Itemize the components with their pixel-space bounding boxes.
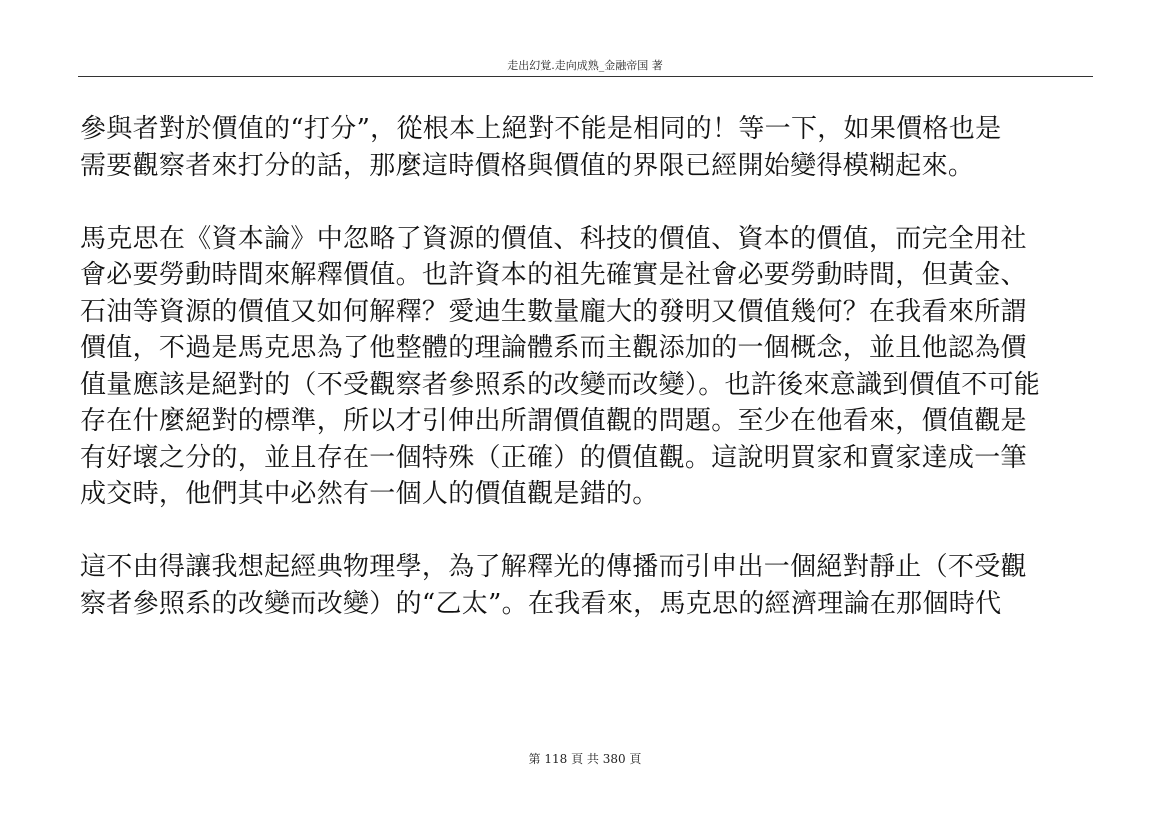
body-text: [80, 111, 1090, 622]
paragraph-2: 馬克思在《資本論》中忽略了資源的價值、科技的價值、資本的價值，而完全用社 會必要勞動時間來解釋價值。也許資本的祖先確實是社會必要勞動時間，但黃金、 石油等資源的價值又如何解釋？愛迪生數量龐大的發明又價值幾何？在我看來所謂 價值，不過是馬克思為了他整體的理論體系而主觀添加的一個概念，並且他認為價 值量應該是絕對的（不受觀察者參照系的改變而改變）。也許後來意識到價值不可能 存在什麼絕對的標準，所以才引伸出所謂價值觀的問題。至少在他看來，價值觀是 有好壞之分的，並且存在一個特殊（正確）的價值觀。這說明買家和賣家達成一筆 成交時，他們其中必然有一個人的價值觀是錯的。: [80, 223, 1041, 509]
page-number-footer: 第 118 頁 共 380 頁: [528, 752, 642, 766]
running-header: 走出幻覚.走向成熟_金融帝国 著: [507, 59, 663, 72]
paragraph-3: 這不由得讓我想起經典物理學，為了解釋光的傳播而引申出一個絕對靜止（不受觀 察者參照系的改變而改變）的“乙太”。在我看來，馬克思的經濟理論在那個時代: [80, 552, 1027, 619]
header-divider: [78, 76, 1093, 77]
paragraph-1: 參與者對於價值的“打分”，從根本上絕對不能是相同的！等一下，如果價格也是 需要觀察者來打分的話，那麼這時價格與價值的界限已經開始變得模糊起來。: [80, 114, 1002, 181]
